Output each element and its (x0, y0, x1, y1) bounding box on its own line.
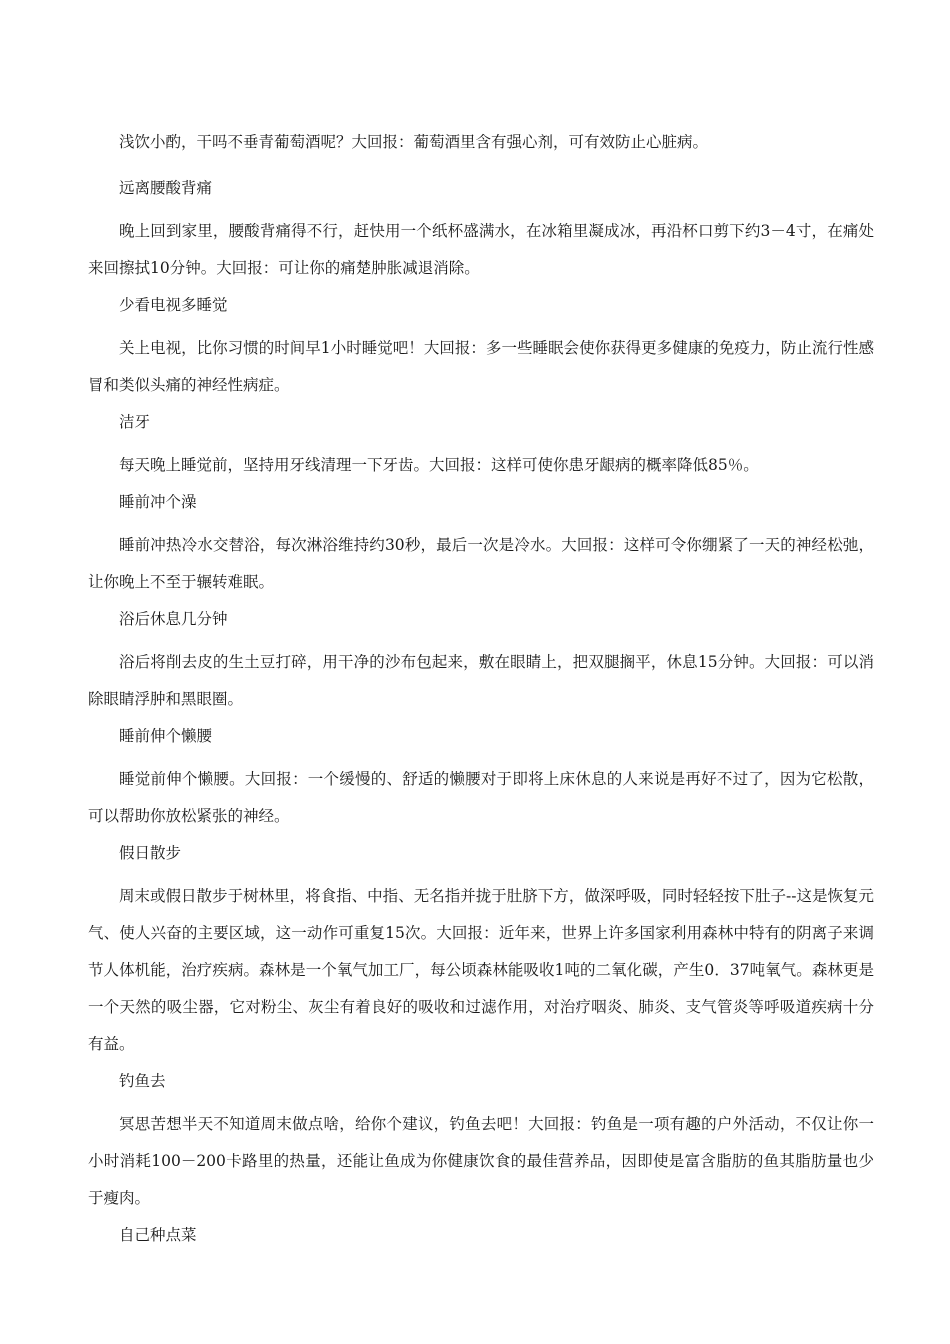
section-heading: 少看电视多睡觉 (119, 296, 228, 314)
section-heading: 洁牙 (119, 413, 151, 431)
paragraph: 睡觉前伸个懒腰。大回报：一个缓慢的、舒适的懒腰对于即将上床休息的人来说是再好不过了，因为它松散，可以帮助你放松紧张的神经。 (88, 770, 874, 825)
document-body (88, 124, 874, 1260)
section-heading: 睡前伸个懒腰 (119, 727, 213, 745)
paragraph: 冥思苦想半天不知道周末做点啥，给你个建议，钓鱼去吧！大回报：钓鱼是一项有趣的户外活动，不仅让你一小时消耗100－200卡路里的热量，还能让鱼成为你健康饮食的最佳营养品，因即使是富含脂肪的鱼其脂肪量也少于瘦肉。 (88, 1115, 874, 1207)
paragraph: 睡前冲热冷水交替浴，每次淋浴维持约30秒，最后一次是冷水。大回报：这样可令你绷紧了一天的神经松弛，让你晚上不至于辗转难眠。 (88, 536, 874, 591)
paragraph: 周末或假日散步于树林里，将食指、中指、无名指并拢于肚脐下方，做深呼吸，同时轻轻按下肚子--这是恢复元气、使人兴奋的主要区域，这一动作可重复15次。大回报：近年来，世界上许多国家利用森林中特有的阴离子来调节人体机能，治疗疾病。森林是一个氧气加工厂，每公顷森林能吸收1吨的二氧化碳，产生0．37吨氧气。森林更是一个天然的吸尘器，它对粉尘、灰尘有着良好的吸收和过滤作用，对治疗咽炎、肺炎、支气管炎等呼吸道疾病十分有益。 (88, 887, 874, 1053)
section-heading: 浴后休息几分钟 (119, 610, 228, 628)
section-heading: 远离腰酸背痛 (119, 179, 213, 197)
paragraph: 浴后将削去皮的生土豆打碎，用干净的沙布包起来，敷在眼睛上，把双腿搁平，休息15分钟。大回报：可以消除眼睛浮肿和黑眼圈。 (88, 653, 874, 708)
paragraph: 关上电视，比你习惯的时间早1小时睡觉吧！大回报：多一些睡眠会使你获得更多健康的免疫力，防止流行性感冒和类似头痛的神经性病症。 (88, 339, 874, 394)
section-heading: 睡前冲个澡 (119, 493, 197, 511)
paragraph: 晚上回到家里，腰酸背痛得不行，赶快用一个纸杯盛满水，在冰箱里凝成冰，再沿杯口剪下约3－4寸，在痛处来回擦拭10分钟。大回报：可让你的痛楚肿胀减退消除。 (88, 222, 874, 277)
paragraph: 每天晚上睡觉前，坚持用牙线清理一下牙齿。大回报：这样可使你患牙龈病的概率降低85％。 (119, 456, 759, 474)
section-heading: 自己种点菜 (119, 1226, 197, 1244)
paragraph: 浅饮小酌，干吗不垂青葡萄酒呢？大回报：葡萄酒里含有强心剂，可有效防止心脏病。 (119, 133, 709, 151)
section-heading: 假日散步 (119, 844, 182, 862)
section-heading: 钓鱼去 (119, 1072, 166, 1090)
